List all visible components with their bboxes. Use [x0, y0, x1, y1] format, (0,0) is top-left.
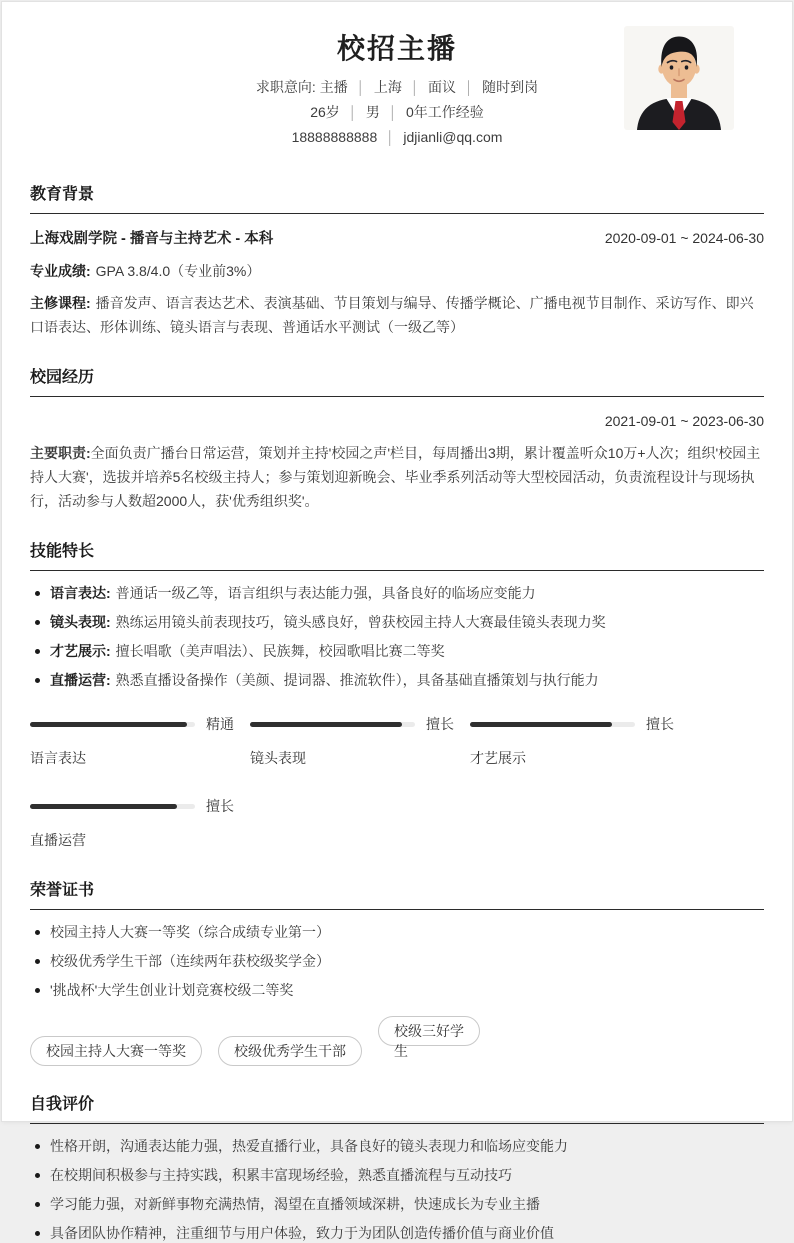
skill-level-label: 擅长 — [426, 716, 454, 732]
skill-label: 语言表达: — [50, 585, 111, 601]
phone-number: 18888888888 — [291, 129, 378, 145]
campus-date-range: 2021-09-01 ~ 2023-06-30 — [604, 413, 764, 429]
skill-bar-item — [30, 712, 250, 770]
honor-tag: 校级三好学生 — [378, 1016, 480, 1046]
skill-bar-item — [30, 794, 250, 852]
section-title-honors: 荣誉证书 — [30, 877, 764, 910]
divider: │ — [410, 80, 419, 95]
duty-label: 主要职责: — [30, 445, 91, 461]
divider: │ — [386, 130, 395, 145]
email-address: jdjianli@qq.com — [403, 129, 503, 145]
job-intent-position: 主播 — [319, 79, 348, 95]
honors-bullet-list — [30, 922, 764, 1000]
section-title-skills: 技能特长 — [30, 538, 764, 571]
skill-bar-fill — [30, 722, 187, 727]
section-campus-experience — [30, 364, 764, 513]
resume-page — [2, 2, 792, 1241]
education-date-range: 2020-09-01 ~ 2024-06-30 — [604, 230, 764, 246]
courses-label: 主修课程: — [30, 295, 91, 311]
skill-bar-track — [470, 722, 635, 727]
skill-level-label: 擅长 — [646, 716, 674, 732]
skill-bar-fill — [470, 722, 612, 727]
gpa-label: 专业成绩: — [30, 263, 91, 279]
gpa-value: GPA 3.8/4.0（专业前3%） — [95, 263, 261, 279]
section-title-self-evaluation: 自我评价 — [30, 1091, 764, 1124]
skill-label: 直播运营: — [50, 672, 111, 688]
campus-duty-paragraph — [30, 441, 764, 513]
divider: │ — [356, 80, 365, 95]
skill-level-label: 擅长 — [206, 798, 234, 814]
skill-bar-fill — [30, 804, 177, 809]
duty-text: 全面负责广播台日常运营，策划并主持'校园之声'栏目，每周播出3期，累计覆盖听众10万+人次；组织'校园主持人大赛'，选拔并培养5名校级主持人；参与策划迎新晚会、毕业季系列活动等大型校园活动，负责流程设计与现场执行，活动参与人数超2000人，获'优秀组织奖'。 — [30, 445, 761, 509]
skill-bar-name: 镜头表现 — [250, 750, 306, 766]
job-intent-salary: 面议 — [427, 79, 456, 95]
skill-label: 才艺展示: — [50, 643, 111, 659]
section-skills — [30, 538, 764, 852]
skill-bar-name: 语言表达 — [30, 750, 86, 766]
profile-photo — [624, 26, 734, 130]
skill-bullet — [30, 612, 764, 632]
skills-bullet-list — [30, 583, 764, 690]
honor-tag: 校级优秀学生干部 — [218, 1036, 362, 1066]
skill-bullet — [30, 641, 764, 661]
gender: 男 — [365, 104, 380, 120]
skill-bullet — [30, 670, 764, 690]
honor-bullet: 校园主持人大赛一等奖（综合成绩专业第一） — [30, 922, 764, 942]
job-intent-label: 求职意向: — [255, 79, 316, 95]
school-name: 上海戏剧学院 - 播音与主持艺术 - 本科 — [30, 231, 274, 247]
honor-bullet: 校级优秀学生干部（连续两年获校级奖学金） — [30, 951, 764, 971]
skill-text: 熟悉直播设备操作（美颜、提词器、推流软件），具备基础直播策划与执行能力 — [115, 672, 599, 688]
gpa-row — [30, 259, 764, 283]
honor-tags — [30, 1016, 764, 1066]
job-intent-availability: 随时到岗 — [482, 79, 539, 95]
section-education — [30, 181, 764, 339]
honor-bullet: '挑战杯'大学生创业计划竞赛校级二等奖 — [30, 980, 764, 1000]
section-title-campus: 校园经历 — [30, 364, 764, 397]
resume-header — [30, 32, 764, 156]
courses-row — [30, 291, 764, 339]
skill-text: 普通话一级乙等，语言组织与表达能力强，具备良好的临场应变能力 — [115, 585, 536, 601]
divider: │ — [464, 80, 474, 95]
skill-bar-name: 直播运营 — [30, 832, 86, 848]
section-title-education: 教育背景 — [30, 181, 764, 214]
courses-text: 播音发声、语言表达艺术、表演基础、节目策划与编导、传播学概论、广播电视节目制作、采访写作、即兴口语表达、形体训练、镜头语言与表现、普通话水平测试（一级乙等） — [30, 295, 754, 335]
honor-tag: 校园主持人大赛一等奖 — [30, 1036, 202, 1066]
skill-bar-fill — [250, 722, 402, 727]
self-evaluation-bullet: 在校期间积极参与主持实践，积累丰富现场经验，熟悉直播流程与互动技巧 — [30, 1165, 764, 1185]
page-title: 校招主播 — [336, 33, 457, 64]
self-evaluation-bullet: 学习能力强，对新鲜事物充满热情，渴望在直播领域深耕，快速成长为专业主播 — [30, 1194, 764, 1214]
age: 26岁 — [310, 104, 340, 120]
skill-level-label: 精通 — [206, 716, 234, 732]
skill-bar-track — [30, 722, 195, 727]
divider: │ — [388, 105, 398, 120]
section-honors — [30, 877, 764, 1066]
self-evaluation-bullet: 具备团队协作精神，注重细节与用户体验，致力于为团队创造传播价值与商业价值 — [30, 1223, 764, 1243]
skill-bars — [30, 712, 764, 852]
work-experience: 0年工作经验 — [406, 104, 484, 120]
skill-bar-track — [250, 722, 415, 727]
self-evaluation-bullet: 性格开朗，沟通表达能力强，热爱直播行业，具备良好的镜头表现力和临场应变能力 — [30, 1136, 764, 1156]
skill-bar-item — [250, 712, 470, 770]
skill-text: 擅长唱歌（美声唱法）、民族舞，校园歌唱比赛二等奖 — [115, 643, 445, 659]
skill-bar-track — [30, 804, 195, 809]
section-self-evaluation — [30, 1091, 764, 1243]
skill-text: 熟练运用镜头前表现技巧，镜头感良好，曾获校园主持人大赛最佳镜头表现力奖 — [115, 614, 606, 630]
self-evaluation-bullet-list — [30, 1136, 764, 1243]
skill-bar-item — [470, 712, 690, 770]
divider: │ — [348, 105, 357, 120]
skill-bar-name: 才艺展示 — [470, 750, 526, 766]
skill-bullet — [30, 583, 764, 603]
skill-label: 镜头表现: — [50, 614, 111, 630]
job-intent-city: 上海 — [373, 79, 402, 95]
